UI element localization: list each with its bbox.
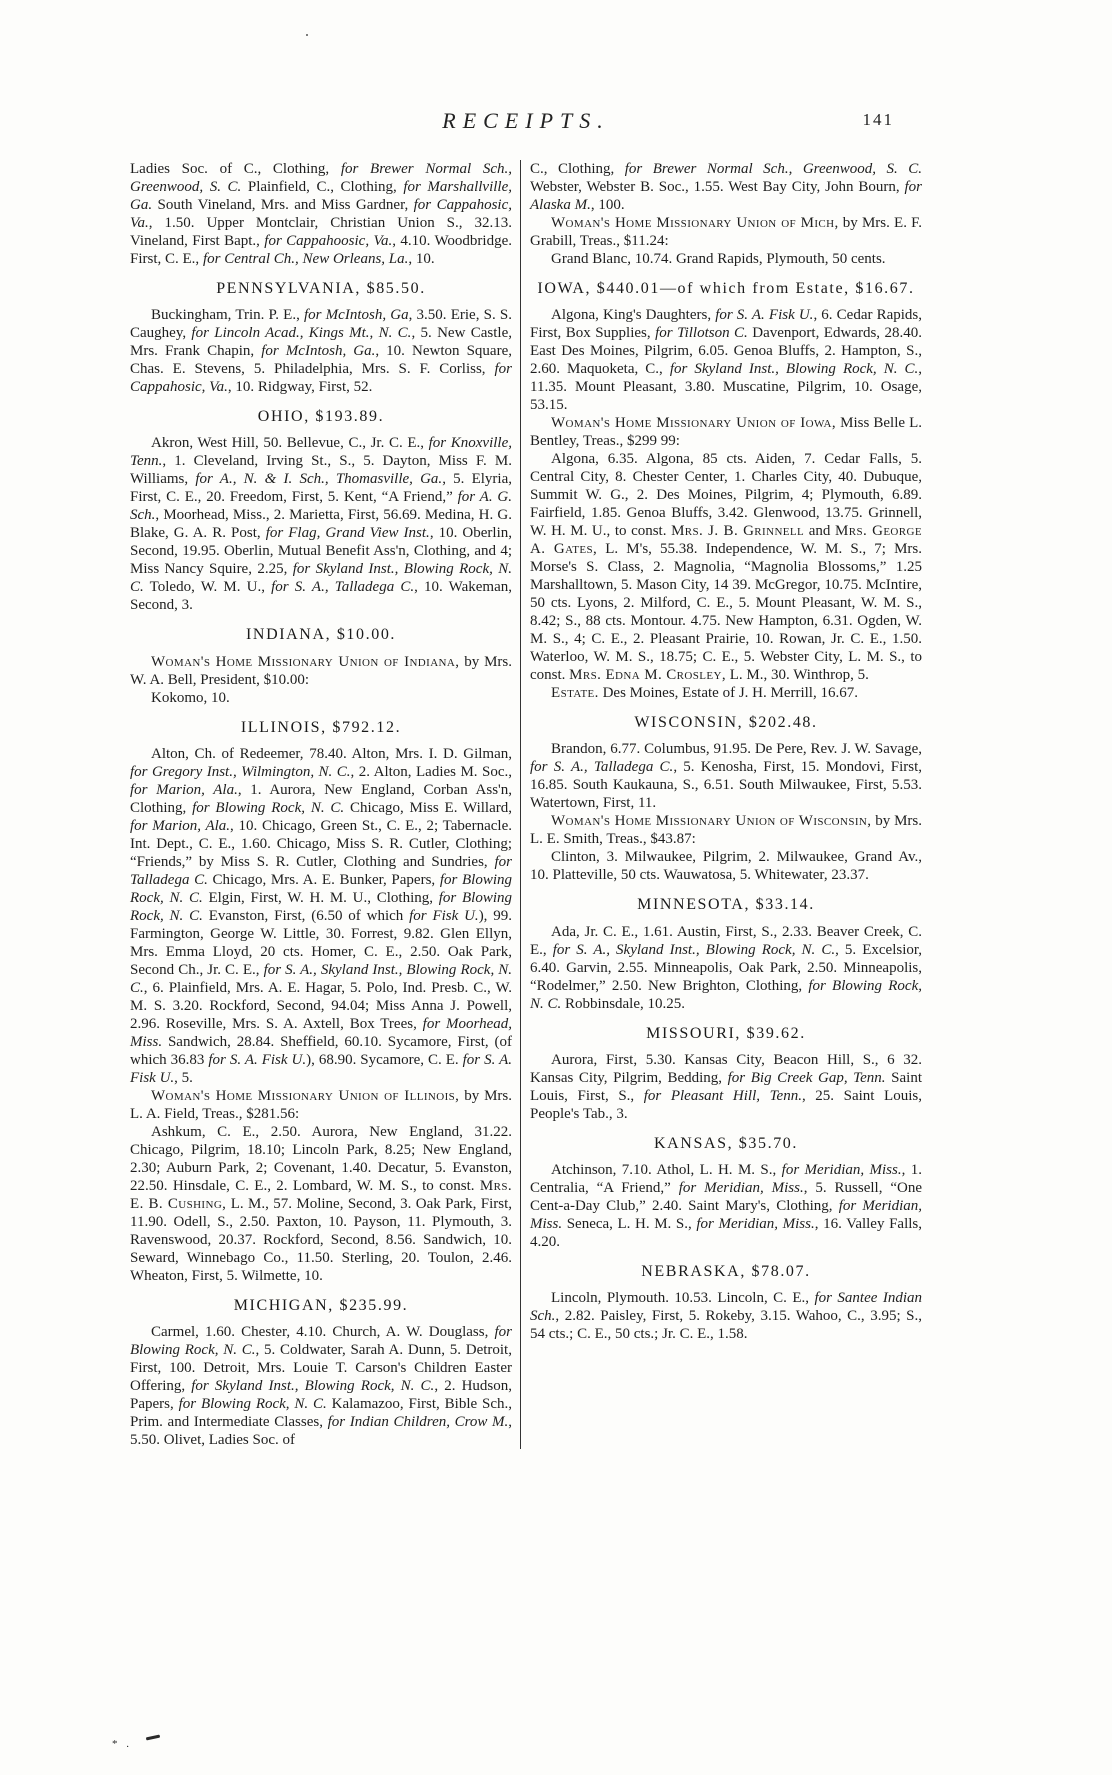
two-column-text bbox=[130, 160, 922, 1449]
paragraph: Ladies Soc. of C., Clothing, for Brewer Normal Sch., Greenwood, S. C. Plainfield, C., Clothing, for Marshallville, Ga. South Vineland, Mrs. and Miss Gardner, for Cappahosic, Va., 1.50. Upper Montclair, Christian Union S., 32.13. Vineland, First Bapt., for Cappahoosic, Va., 4.10. Woodbridge. First, C. E., for Central Ch., New Orleans, La., 10. bbox=[130, 161, 512, 267]
section-heading: ILLINOIS, $792.12. bbox=[240, 718, 402, 736]
column-right bbox=[520, 160, 922, 1449]
paragraph: Kokomo, 10. bbox=[151, 689, 230, 706]
paragraph: Clinton, 3. Milwaukee, Pilgrim, 2. Milwaukee, Grand Av., 10. Platteville, 50 cts. Wauwatosa, 5. Whitewater, 23.37. bbox=[530, 849, 922, 884]
page-header bbox=[130, 108, 922, 160]
section-heading: INDIANA, $10.00. bbox=[245, 626, 397, 644]
page-number: 141 bbox=[862, 110, 894, 129]
section-heading: NEBRASKA, $78.07. bbox=[641, 1262, 811, 1280]
page-content bbox=[130, 108, 922, 1449]
scan-artifact-marks: * . bbox=[112, 1738, 132, 1750]
paragraph: Aurora, First, 5.30. Kansas City, Beacon Hill, S., 6 32. Kansas City, Pilgrim, Bedding, for Big Creek Gap, Tenn. Saint Louis, First, S., for Pleasant Hill, Tenn., 25. Saint Louis, People's Tab., 3. bbox=[530, 1051, 922, 1122]
section-heading: IOWA, $440.01—of which from Estate, $16.67. bbox=[537, 280, 915, 297]
paragraph: Estate. Des Moines, Estate of J. H. Merrill, 16.67. bbox=[551, 685, 858, 702]
paragraph: Algona, King's Daughters, for S. A. Fisk U., 6. Cedar Rapids, First, Box Supplies, for Tillotson C. Davenport, Edwards, 28.40. East Des Moines, Pilgrim, 6.05. Genoa Bluffs, 2. Hampton, S., 2.60. Maquoketa, C., for Skyland Inst., Blowing Rock, N. C., 11.35. Mount Pleasant, 3.80. Muscatine, Pilgrim, 10. Osage, 53.15. bbox=[530, 307, 923, 414]
paragraph: Atchinson, 7.10. Athol, L. H. M. S., for Meridian, Miss., 1. Centralia, “A Friend,” for Meridian, Miss., 5. Russell, “One Cent-a-Day Club,” 2.40. Saint Mary's, Clothing, for Meridian, Miss. Seneca, L. H. M. S., for Meridian, Miss., 16. Valley Falls, 4.20. bbox=[530, 1161, 923, 1250]
paragraph: Akron, West Hill, 50. Bellevue, C., Jr. C. E., for Knoxville, Tenn., 1. Cleveland, Irving St., S., 5. Dayton, Miss F. M. Williams, for A., N. & I. Sch., Thomasville, Ga., 5. Elyria, First, C. E., 20. Freedom, First, 5. Kent, “A Friend,” for A. G. Sch., Moorhead, Miss., 2. Marietta, First, 56.69. Medina, H. G. Blake, G. A. R. Post, for Flag, Grand View Inst., 10. Oberlin, Second, 19.95. Oberlin, Mutual Benefit Ass'n, Clothing, and 4; Miss Nancy Squire, 2.25, for Skyland Inst., Blowing Rock, N. C. Toledo, W. M. U., for S. A., Talladega C., 10. Wakeman, Second, 3. bbox=[130, 435, 513, 614]
scan-artifact-stroke bbox=[146, 1735, 160, 1741]
page-title: RECEIPTS. bbox=[442, 108, 610, 133]
section-heading: PENNSYLVANIA, $85.50. bbox=[216, 280, 426, 297]
paragraph: Alton, Ch. of Redeemer, 78.40. Alton, Mrs. I. D. Gilman, for Gregory Inst., Wilmington, N. C., 2. Alton, Ladies M. Soc., for Marion, Ala., 1. Aurora, New England, Corban Ass'n, Clothing, for Blowing Rock, N. C. Chicago, Miss E. Willard, for Marion, Ala., 10. Chicago, Green St., C. E., 2; Tabernacle. Int. Dept., C. E., 1.60. Chicago, Miss S. R. Cutler, Clothing; “Friends,” by Miss S. R. Cutler, Clothing and Sundries, for Talladega C. Chicago, Mrs. A. E. Bunker, Papers, for Blowing Rock, N. C. Elgin, First, W. H. M. U., Clothing, for Blowing Rock, N. C. Evanston, First, (6.50 of which for Fisk U.), 99. Farmington, George W. Little, 30. Forrest, 9.82. Glen Ellyn, Mrs. Emma Lloyd, 20 cts. Homer, C. E., 2.50. Oak Park, Second Ch., Jr. C. E., for S. A., Skyland Inst., Blowing Rock, N. C., 6. Plainfield, Mrs. A. E. Hagar, 5. Polo, Ind. Presb. C., W. M. S. 3.20. Rockford, Second, 94.04; Miss Anna J. Powell, 2.96. Roseville, Mrs. S. A. Axtell, Box Trees, for Moorhead, Miss. Sandwich, 28.84. Sheffield, 60.10. Sycamore, First, (of which 36.83 for S. A. Fisk U.), 68.90. Sycamore, C. E. for S. A. Fisk U., 5. bbox=[130, 745, 513, 1086]
section-heading: OHIO, $193.89. bbox=[257, 408, 385, 426]
section-heading: KANSAS, $35.70. bbox=[653, 1134, 798, 1152]
paragraph: Buckingham, Trin. P. E., for McIntosh, Ga, 3.50. Erie, S. S. Caughey, for Lincoln Acad., Kings Mt., N. C., 5. New Castle, Mrs. Frank Chapin, for McIntosh, Ga., 10. Newton Square, Chas. E. Stevens, 5. Philadelphia, Mrs. S. F. Corliss, for Cappahosic, Va., 10. Ridgway, First, 52. bbox=[130, 307, 512, 396]
paragraph: Woman's Home Missionary Union of Wisconsin, by Mrs. L. E. Smith, Treas., $43.87: bbox=[530, 813, 922, 848]
section-heading: MISSOURI, $39.62. bbox=[646, 1024, 806, 1042]
scan-artifact-dot bbox=[306, 34, 308, 36]
paragraph: Brandon, 6.77. Columbus, 91.95. De Pere, Rev. J. W. Savage, for S. A., Talladega C., 5. Kenosha, First, 15. Mondovi, First, 16.85. South Kaukauna, S., 6.51. South Milwaukee, First, 5.53. Watertown, First, 11. bbox=[530, 741, 922, 812]
paragraph: Carmel, 1.60. Chester, 4.10. Church, A. W. Douglass, for Blowing Rock, N. C., 5. Coldwater, Sarah A. Dunn, 5. Detroit, First, 100. Detroit, Mrs. Louie T. Carson's Children Easter Offering, for Skyland Inst., Blowing Rock, N. C., 2. Hudson, Papers, for Blowing Rock, N. C. Kalamazoo, First, Bible Sch., Prim. and Intermediate Classes, for Indian Children, Crow M., 5.50. Olivet, Ladies Soc. of bbox=[130, 1323, 513, 1448]
paragraph: Woman's Home Missionary Union of Mich, by Mrs. E. F. Grabill, Treas., $11.24: bbox=[530, 215, 922, 249]
column-left bbox=[130, 160, 520, 1449]
paragraph: Woman's Home Missionary Union of Indiana, by Mrs. W. A. Bell, President, $10.00: bbox=[130, 653, 513, 688]
section-heading: MICHIGAN, $235.99. bbox=[233, 1296, 409, 1314]
section-heading: MINNESOTA, $33.14. bbox=[637, 896, 815, 914]
paragraph: Grand Blanc, 10.74. Grand Rapids, Plymouth, 50 cents. bbox=[551, 251, 886, 267]
paragraph: Ashkum, C. E., 2.50. Aurora, New England, 31.22. Chicago, Pilgrim, 18.10; Lincoln Park, 8.25; New England, 2.30; Auburn Park, 2; Covenant, 1.40. Decatur, 5. Evanston, 22.50. Hinsdale, C. E., 2. Lombard, W. M. S., to const. Mrs. E. B. Cushing, L. M., 57. Moline, Second, 3. Oak Park, First, 11.90. Odell, S., 2.50. Paxton, 10. Payson, 11. Plymouth, 3. Ravenswood, 20.37. Rockford, Second, 8.56. Sandwich, 10. Seward, Winnebago Co., 11.50. Sterling, 20. Toulon, 2.46. Wheaton, First, 5. Wilmette, 10. bbox=[130, 1123, 512, 1284]
paragraph: C., Clothing, for Brewer Normal Sch., Greenwood, S. C. Webster, Webster B. Soc., 1.55. West Bay City, John Bourn, for Alaska M., 100. bbox=[530, 161, 922, 213]
section-heading: WISCONSIN, $202.48. bbox=[634, 714, 818, 732]
paragraph: Woman's Home Missionary Union of Illinois, by Mrs. L. A. Field, Treas., $281.56: bbox=[130, 1087, 512, 1122]
paragraph: Woman's Home Missionary Union of Iowa, Miss Belle L. Bentley, Treas., $299 99: bbox=[530, 415, 923, 450]
paragraph: Algona, 6.35. Algona, 85 cts. Aiden, 7. Cedar Falls, 5. Central City, 8. Chester Center, 1. Charles City, 40. Dubuque, Summit W. G., 2. Des Moines, Pilgrim, 4; Plymouth, 6.89. Fairfield, 1.85. Genoa Bluffs, 3.42. Glenwood, 13.75. Grinnell, W. H. M. U., to const. Mrs. J. B. Grinnell and Mrs. George A. Gates, L. M's, 55.38. Independence, W. M. S., 7; Mrs. Morse's S. Class, 2. Magnolia, “Magnolia Blossoms,” 1.25 Marshalltown, 5. Mason City, 14 39. McGregor, 10.75. McIntire, 50 cts. Lyons, 2. Milford, C. E., 5. Mount Pleasant, W. M. S., 8.42; S., 88 cts. Montour. 4.75. New Hampton, 6.31. Ogden, W. M. S., 4; C. E., 2. Pleasant Prairie, 10. Rowan, Jr. C. E., 1.50. Waterloo, W. M. S., 18.75; C. E., 5. Webster City, L. M. S., to const. Mrs. Edna M. Crosley, L. M., 30. Winthrop, 5. bbox=[530, 451, 922, 684]
paragraph: Ada, Jr. C. E., 1.61. Austin, First, S., 2.33. Beaver Creek, C. E., for S. A., Skyland Inst., Blowing Rock, N. C., 5. Excelsior, 6.40. Garvin, 2.55. Minneapolis, Oak Park, 2.50. Minneapolis, “Rodelmer,” 2.50. New Brighton, Clothing, for Blowing Rock, N. C. Robbinsdale, 10.25. bbox=[530, 923, 923, 1012]
paragraph: Lincoln, Plymouth. 10.53. Lincoln, C. E., for Santee Indian Sch., 2.82. Paisley, First, 5. Rokeby, 3.15. Wahoo, C., 3.95; S., 54 cts.; C. E., 50 cts.; Jr. C. E., 1.58. bbox=[530, 1290, 922, 1343]
